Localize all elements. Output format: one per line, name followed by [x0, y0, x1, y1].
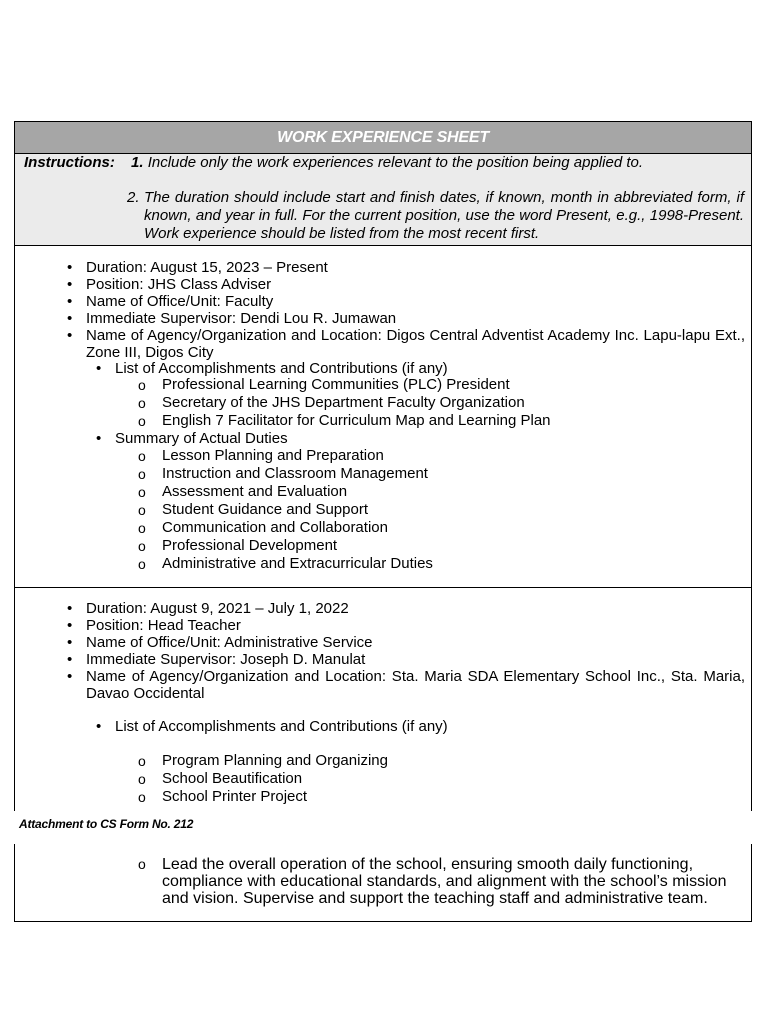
accomplishment-item: o Professional Learning Communities (PLC) President	[138, 376, 738, 394]
continued-entry	[14, 844, 752, 922]
duty-item: o Administrative and Extracurricular Duties	[138, 555, 738, 573]
instruction-1-text: Include only the work experiences relevant to the position being applied to.	[147, 154, 644, 171]
duties-label: • Summary of Actual Duties	[96, 430, 736, 447]
entry-position: • Position: Head Teacher	[67, 617, 745, 634]
accomplishments-label: • List of Accomplishments and Contributions (if any)	[96, 360, 736, 377]
entry-duration: • Duration: August 9, 2021 – July 1, 2022	[67, 600, 745, 617]
instruction-2-num: 2.	[127, 189, 140, 206]
experience-entry	[15, 246, 751, 588]
accomplishments-label: • List of Accomplishments and Contributions (if any)	[96, 718, 736, 735]
accomplishment-item: o English 7 Facilitator for Curriculum Map and Learning Plan	[138, 412, 738, 430]
entry-office: • Name of Office/Unit: Faculty	[67, 293, 745, 310]
duty-item: o Student Guidance and Support	[138, 501, 738, 519]
duties-heading	[96, 430, 736, 447]
accomplishment-item: o School Printer Project	[138, 788, 738, 806]
entry-supervisor: • Immediate Supervisor: Dendi Lou R. Jumawan	[67, 310, 745, 327]
accomplishments-heading	[96, 360, 736, 377]
instruction-1-num: 1.	[131, 154, 144, 171]
entry-agency: • Name of Agency/Organization and Location: Sta. Maria SDA Elementary School Inc., Sta. Maria, Davao Occidental	[67, 668, 745, 702]
entry-office: • Name of Office/Unit: Administrative Service	[67, 634, 745, 651]
instructions-label: Instructions:	[24, 154, 115, 171]
duty-item: o Lead the overall operation of the school, ensuring smooth daily functioning, compliance with educational standards, and alignment with the school’s mission and vision. Supervise and support the teaching staff and administrative team.	[138, 856, 738, 907]
entry-duration: • Duration: August 15, 2023 – Present	[67, 259, 745, 276]
accomplishment-item: o Secretary of the JHS Department Faculty Organization	[138, 394, 738, 412]
accomplishments-heading	[96, 718, 736, 735]
accomplishment-item: o Program Planning and Organizing	[138, 752, 738, 770]
attachment-label: Attachment to CS Form No. 212	[19, 817, 194, 831]
entry-details	[67, 600, 745, 702]
entry-agency: • Name of Agency/Organization and Location: Digos Central Adventist Academy Inc. Lapu-lapu Ext., Zone III, Digos City	[67, 327, 745, 361]
experience-entry	[15, 588, 751, 811]
accomplishment-item: o School Beautification	[138, 770, 738, 788]
entry-position: • Position: JHS Class Adviser	[67, 276, 745, 293]
duty-item: o Communication and Collaboration	[138, 519, 738, 537]
duty-item: o Professional Development	[138, 537, 738, 555]
accomplishments-list	[138, 376, 738, 430]
sheet-title: WORK EXPERIENCE SHEET	[15, 122, 751, 154]
duties-list	[138, 447, 738, 573]
instruction-1	[131, 154, 643, 171]
duty-item: o Instruction and Classroom Management	[138, 465, 738, 483]
accomplishments-list	[138, 752, 738, 806]
duty-item: o Lesson Planning and Preparation	[138, 447, 738, 465]
instructions-box	[15, 154, 751, 246]
duties-continued-list	[138, 856, 738, 907]
entry-supervisor: • Immediate Supervisor: Joseph D. Manulat	[67, 651, 745, 668]
entry-details	[67, 259, 745, 361]
work-experience-sheet	[14, 121, 752, 811]
duty-item: o Assessment and Evaluation	[138, 483, 738, 501]
instruction-2-text: The duration should include start and finish dates, if known, month in abbreviated form, if known, and year in full. For the current position, use the word Present, e.g., 1998-Present. Work experience should be listed from the most recent first.	[144, 189, 744, 242]
